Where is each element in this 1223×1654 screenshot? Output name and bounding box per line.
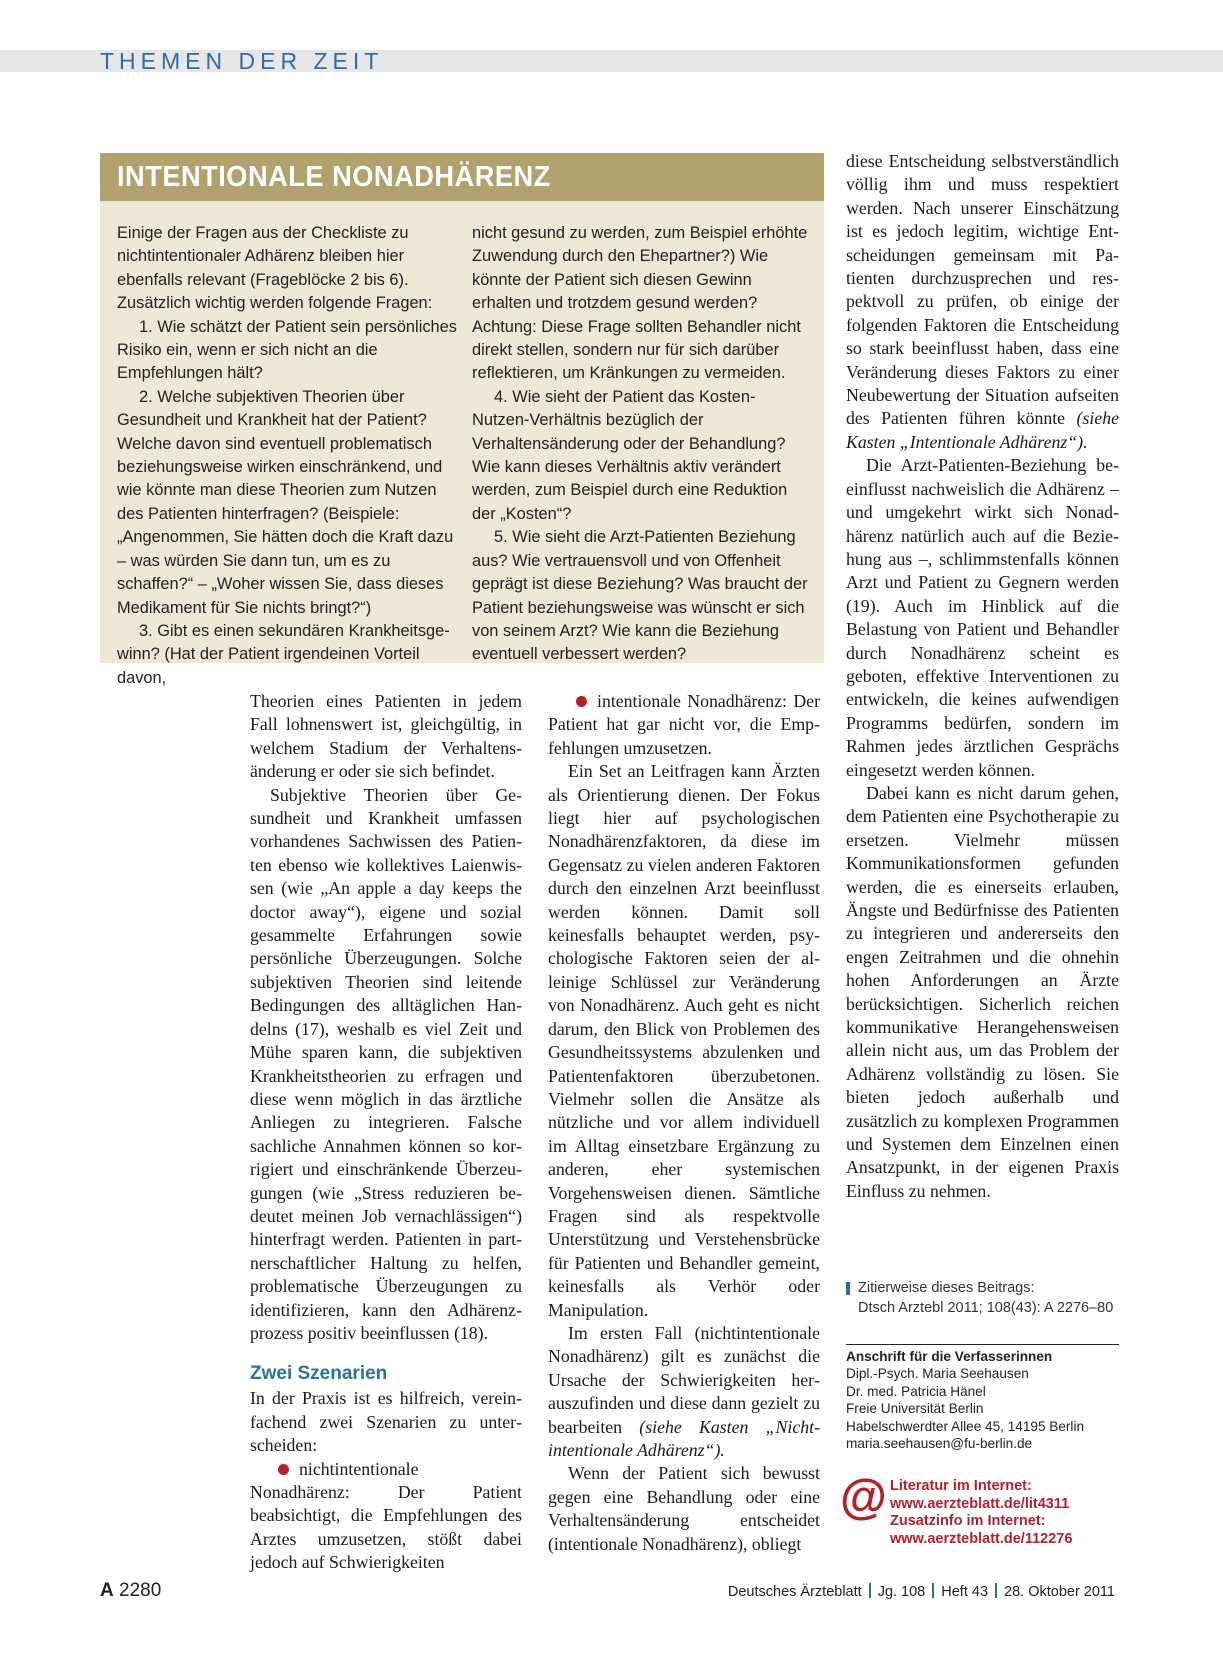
box-column-1 [117, 222, 457, 690]
paragraph: Die Arzt-Patienten-Beziehung beeinflusst nachweislich die Adhärenz – und umgekehrt wirkt sich Nonadhärenz natürlich auch auf die Beziehung aus –, schlimmstenfalls können Arzt und Patient zu Gegnern werden (19). Auch im Hinblick auf die Belastung von Patient und Behandler durch Nonadhärenz scheint es geboten, effektive Interventionen zu entwickeln, die keines aufwendigen Programms bedürfen, sondern im Rahmen jedes ärztlichen Gesprächs eingesetzt werden können. [846, 455, 1119, 780]
page-prefix: A [100, 1580, 114, 1601]
journal-issue: Heft 43 [941, 1584, 989, 1600]
paragraph [548, 1322, 820, 1462]
box-reference: (siehe Kasten „Intentionale Adhärenz“). [846, 408, 1119, 452]
box-question-5: 5. Wie sieht die Arzt-Patienten Beziehung aus? Wie vertrauensvoll und von Offenheit geprägt ist diese Beziehung? Was braucht der Patient beziehungsweise was wünscht er sich von seinem Arzt? Wie kann die Beziehung eventuell verbessert werden? [472, 528, 808, 664]
separator [995, 1583, 997, 1598]
bullet-item [250, 1458, 522, 1575]
page-number-value: 2280 [119, 1580, 162, 1601]
journal-volume: Jg. 108 [877, 1584, 926, 1600]
paragraph: Theorien eines Patienten in jedem Fall lohnenswert ist, gleichgültig, in welchem Stadium der Verhaltensänderung er oder sie sich befindet. [250, 691, 522, 782]
bullet-icon [278, 1464, 289, 1475]
internet-links [890, 1478, 1130, 1548]
paragraph-text: Im ersten Fall (nichtintentionale Nonadhärenz) gilt es zunächst die Ursache der Schwierigkeiten herauszufinden und diese dann gezielt zu bearbeiten [548, 1322, 820, 1437]
bullet-item [548, 690, 820, 760]
at-sign-icon: @ [840, 1471, 887, 1524]
address-line: Freie Universität Berlin [846, 1401, 984, 1417]
box-question-4: 4. Wie sieht der Patient das Kosten-Nutzen-Verhältnis bezüglich der Verhaltensänderung oder der Behandlung? Wie kann dieses Verhältnis aktiv verändert werden, zum Beispiel durch eine Reduktion der „Kosten“? [472, 387, 788, 523]
article-column-1 [250, 690, 522, 1575]
paragraph-text: diese Entscheidung selbstverständlich völlig ihm und muss respektiert werden. Nach unserer Einschätzung ist es jedoch legitim, wichtige Entscheidungen gemeinsam mit Patienten durchzusprechen und respektvoll zu prüfen, ob einige der folgenden Faktoren die Entscheidung so stark beeinflusst haben, dass eine Veränderung dieses Faktors zu einer Neubewertung der Situation aufseiten des Patienten führen könnte [846, 151, 1119, 429]
article-column-2 [548, 690, 820, 1556]
bullet-text: intentionale Nonadhärenz: Der Patient hat gar nicht vor, die Empfehlungen umzusetzen. [548, 691, 820, 758]
box-title: INTENTIONALE NONADHÄRENZ [117, 161, 551, 193]
paragraph: Dabei kann es nicht darum gehen, dem Patienten eine Psychotherapie zu ersetzen. Vielmehr müssen Kommunikationsformen gefunden werden, die es einerseits erlauben, Ängste und Bedürfnisse des Patienten zu integrieren und andererseits den engen Zeitrahmen und die ohnehin hohen Anforderungen an Ärzte berücksichtigen. Sicherlich reichen kommunikative Herangehensweisen allein nicht aus, um das Problem der Adhärenz vollständig zu lösen. Sie bieten jedoch außerhalb und zusätzlich zu komplexen Programmen und Systemen dem Einzelnen einen Ansatzpunkt, in der eigenen Praxis Einfluss zu nehmen. [846, 782, 1119, 1201]
bullet-icon [576, 696, 587, 707]
page-number [100, 1580, 161, 1602]
separator [869, 1583, 871, 1598]
paragraph: In der Praxis ist es hilfreich, vereinfachend zwei Szenarien zu unterscheiden: [250, 1388, 522, 1456]
extra-info-link[interactable]: www.aerzteblatt.de/112276 [890, 1530, 1073, 1547]
footer-info [728, 1582, 1115, 1602]
citation-reference: Dtsch Arztebl 2011; 108(43): A 2276–80 [858, 1300, 1114, 1316]
address-line: Dipl.-Psych. Maria Seehausen [846, 1366, 1029, 1382]
address-divider [846, 1344, 1119, 1345]
box-question-1: 1. Wie schätzt der Patient sein persönliches Risiko ein, wenn er sich nicht an die Empfehlungen hält? [117, 317, 457, 383]
article-column-3 [846, 150, 1119, 1203]
author-address [846, 1348, 1119, 1452]
paragraph: Wenn der Patient sich bewusst gegen eine Behandlung oder eine Verhaltensänderung entscheidet (intentionale Nonadhärenz), obliegt [548, 1463, 820, 1554]
literature-link[interactable]: www.aerzteblatt.de/lit4311 [890, 1495, 1070, 1512]
journal-name: Deutsches Ärzteblatt [727, 1584, 862, 1600]
author-email[interactable]: maria.seehausen@fu-berlin.de [846, 1436, 1033, 1452]
address-line: Dr. med. Patricia Hänel [846, 1383, 986, 1399]
citation-label: Zitierweise dieses Beitrags: [858, 1280, 1035, 1296]
box-reference: (siehe Kasten „Nichtintentionale Adhärenz“). [548, 1416, 820, 1460]
issue-date: 28. Oktober 2011 [1004, 1584, 1115, 1600]
section-header: THEMEN DER ZEIT [100, 48, 384, 74]
address-heading: Anschrift für die Verfasserinnen [846, 1349, 1053, 1364]
box-question-2: 2. Welche subjektiven Theorien über Gesundheit und Krankheit hat der Patient? Welche davon sind eventuell problematisch beziehungsweise wirken einschränkend, und wie könnte man diese Theorien zum Nutzen des Patienten hinterfragen? (Beispiele: „Angenommen, Sie hätten doch die Kraft dazu – was würden Sie dann tun, um es zu schaffen?“ – „Woher wissen Sie, dass dieses Medikament für Sie nichts bringt?“) [117, 387, 454, 617]
box-question-3: 3. Gibt es einen sekundären Krankheitsgewinn? (Hat der Patient irgendeinen Vorteil davon, [117, 621, 450, 687]
box-intro: Einige der Fragen aus der Checkliste zu nichtintentionaler Adhärenz bleiben hier ebenfalls relevant (Frageblöcke 2 bis 6). Zusätzlich wichtig werden folgende Fragen: [117, 224, 433, 313]
paragraph [846, 150, 1119, 454]
paragraph: Subjektive Theorien über Gesundheit und Krankheit umfassen vorhandenes Sachwissen des Patienten ebenso wie kollektives Laienwissen (wie „An apple a day keeps the doctor away“), eigene und sozial gesammelte Erfahrungen sowie persönliche Überzeugungen. Solche subjektiven Theorien sind leitende Bedingungen des alltäglichen Handelns (17), weshalb es viel Zeit und Mühe sparen kann, die subjektiven Krankheitstheorien zu erfragen und diese wenn möglich in das ärztliche Anliegen zu integrieren. Falsche sachliche Annahmen können so korrigiert und einschränkende Überzeugungen (wie „Stress reduzieren bedeutet meinen Job vernachlässigen“) hinterfragt werden. Patienten in partnerschaftlicher Haltung zu helfen, problematische Überzeugungen zu identifizieren, kann den Adhärenzprozess positiv beeinflussen (18). [250, 784, 522, 1343]
separator [932, 1583, 934, 1598]
address-line: Habelschwerdter Allee 45, 14195 Berlin [846, 1418, 1085, 1434]
box-column-2 [472, 222, 812, 667]
bullet-text: nichtintentionale Nonadhärenz: Der Patient beabsichtigt, die Empfehlungen des Arztes umzusetzen, stößt dabei jedoch auf Schwierigkeiten [250, 1458, 522, 1573]
paragraph: Ein Set an Leitfragen kann Ärzten als Orientierung dienen. Der Fokus liegt hier auf psychologischen Nonadhärenzfaktoren, da diese im Gegensatz zu vielen anderen Faktoren durch den einzelnen Arzt beeinflusst werden können. Damit soll keinesfalls behauptet werden, psychologische Faktoren seien der alleinige Schlüssel zur Veränderung von Nonadhärenz. Auch geht es nicht darum, den Blick von Problemen des Gesundheitssystems abzulenken und Patientenfaktoren überzubetonen. Vielmehr sollen die Ansätze als nützliche und vor allem individuell im Alltag einsetzbare Ergänzung zu anderen, eher systemischen Vorgehensweisen dienen. Sämtliche Fragen sind als respektvolle Unterstützung und Verstehensbrücke für Patienten und Behandler gemeint, keinesfalls als Verhör oder Manipulation. [548, 761, 820, 1320]
extra-info-label: Zusatzinfo im Internet: [890, 1513, 1046, 1529]
literature-label: Literatur im Internet: [890, 1478, 1032, 1494]
box-question-3-cont: nicht gesund zu werden, zum Beispiel erhöhte Zuwendung durch den Ehepartner?) Wie könnte der Patient sich diesen Gewinn erhalten und trotzdem gesund werden? Achtung: Diese Frage sollten Behandler nicht direkt stellen, sondern nur für sich darüber reflektieren, um Kränkungen zu vermeiden. [472, 224, 808, 383]
citation-block [846, 1278, 1119, 1318]
subheading: Zwei Szenarien [250, 1363, 388, 1385]
